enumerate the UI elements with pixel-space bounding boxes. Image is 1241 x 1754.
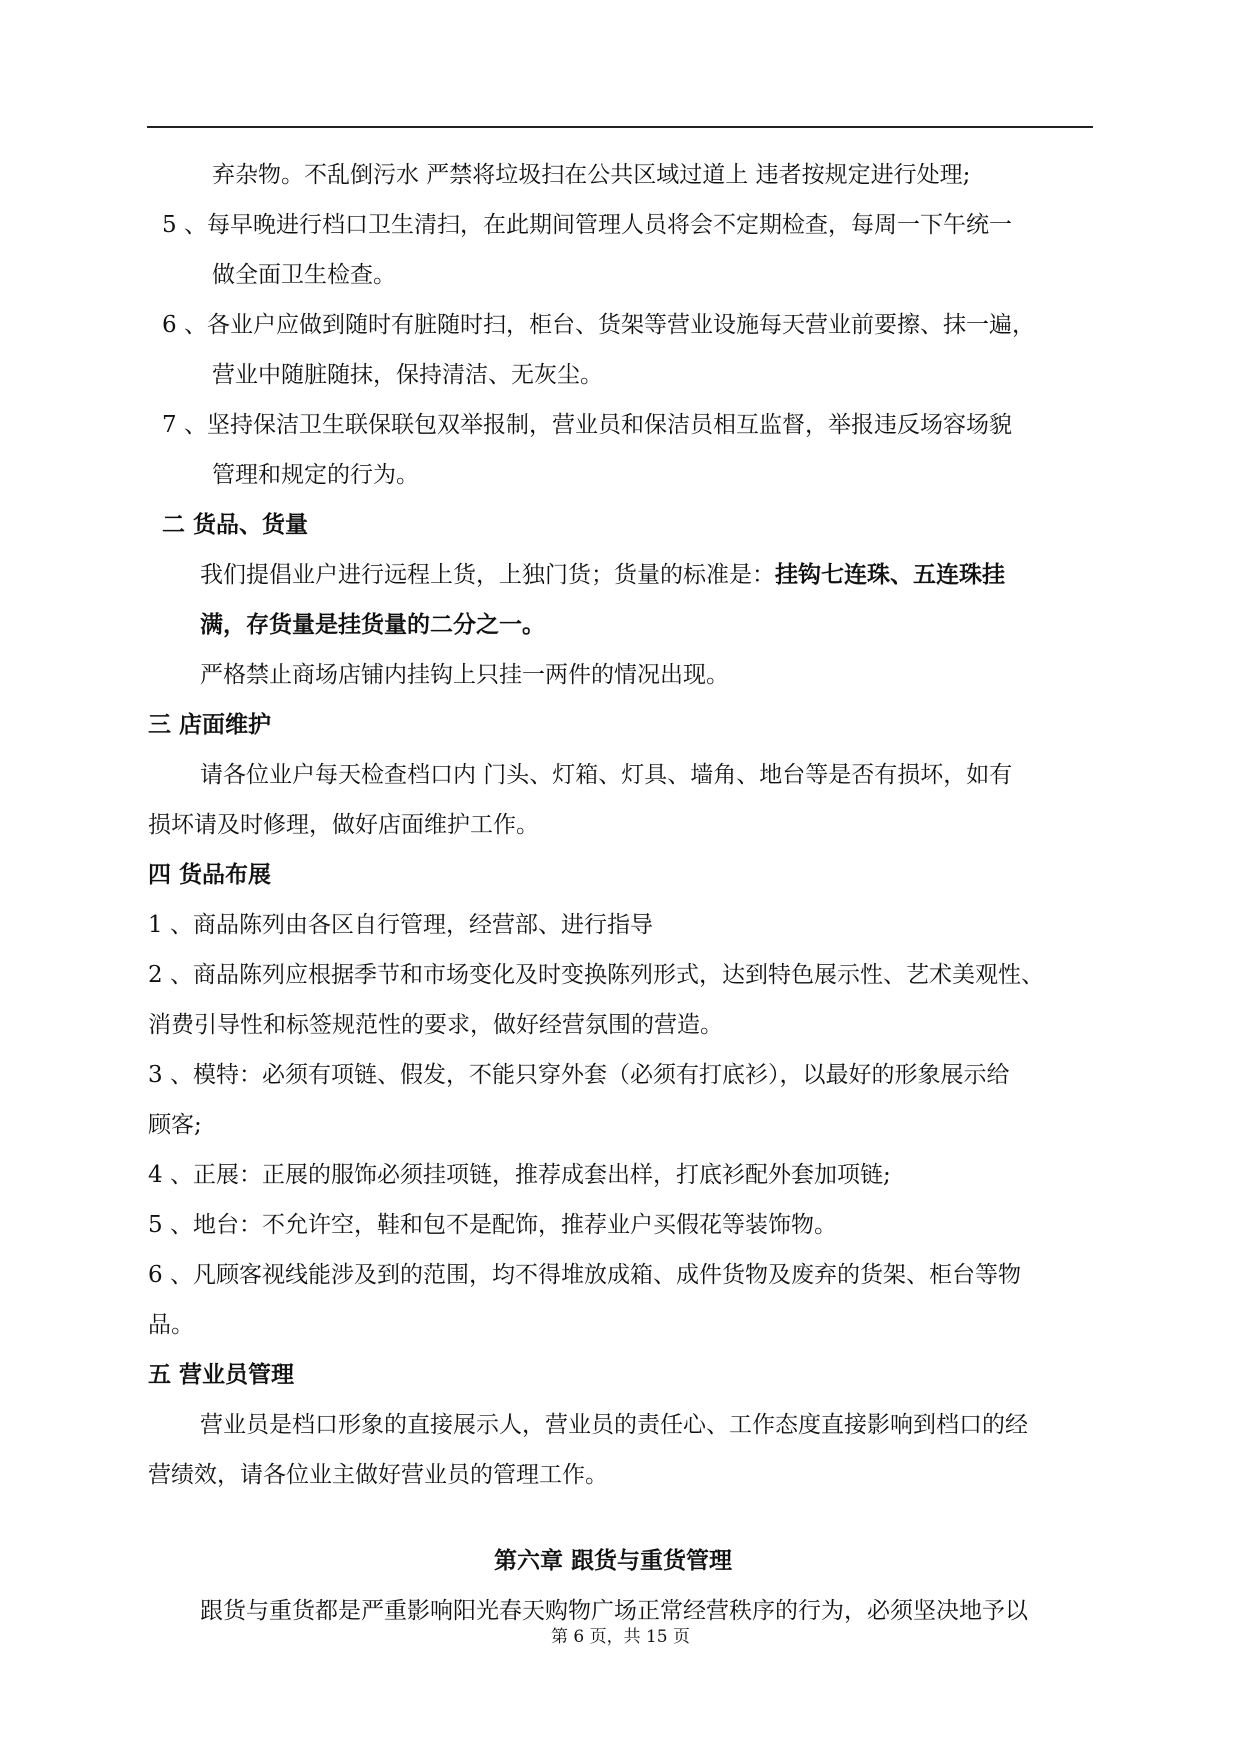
emphasis-text: 挂钩七连珠、五连珠挂 [775,561,1005,588]
paragraph: 营绩效，请各位业主做好营业员的管理工作。 [148,1462,608,1488]
chapter-title: 第六章 跟货与重货管理 [493,1548,732,1574]
list-item: 3 、模特：必须有项链、假发，不能只穿外套（必须有打底衫），以最好的形象展示给 [148,1062,1010,1088]
list-item: 6 、凡顾客视线能涉及到的范围，均不得堆放成箱、成件货物及废弃的货架、柜台等物 [148,1262,1021,1288]
list-item: 7 、坚持保洁卫生联保联包双举报制，营业员和保洁员相互监督，举报违反场容场貌 [162,412,1012,438]
paragraph: 严格禁止商场店铺内挂钩上只挂一两件的情况出现。 [200,662,729,688]
paragraph: 损坏请及时修理，做好店面维护工作。 [148,812,539,838]
list-item: 5 、地台：不允许空，鞋和包不是配饰，推荐业户买假花等装饰物。 [148,1212,837,1238]
paragraph: 跟货与重货都是严重影响阳光春天购物广场正常经营秩序的行为，必须坚决地予以 [200,1598,1028,1624]
list-item-continuation: 品。 [148,1312,194,1338]
section-heading-goods: 二 货品、货量 [162,512,309,538]
section-heading-store: 三 店面维护 [148,712,272,738]
list-item-continuation: 顾客; [148,1112,202,1138]
list-item-continuation: 做全面卫生检查。 [212,262,396,288]
list-item: 1 、商品陈列由各区自行管理，经营部、进行指导 [148,912,653,938]
section-heading-display: 四 货品布展 [148,862,272,888]
list-item: 2 、商品陈列应根据季节和市场变化及时变换陈列形式，达到特色展示性、艺术美观性、 [148,962,1044,988]
paragraph: 营业员是档口形象的直接展示人，营业员的责任心、工作态度直接影响到档口的经 [200,1412,1028,1438]
list-item: 4 、正展：正展的服饰必须挂项链，推荐成套出样，打底衫配外套加项链; [148,1162,891,1188]
document-body [148,150,1098,1636]
section-heading-staff: 五 营业员管理 [148,1362,295,1388]
paragraph: 弃杂物。不乱倒污水 严禁将垃圾扫在公共区域过道上 违者按规定进行处理; [212,162,971,188]
list-item-continuation: 消费引导性和标签规范性的要求，做好经营氛围的营造。 [148,1012,723,1038]
emphasis-paragraph: 满，存货量是挂货量的二分之一。 [200,611,545,638]
paragraph [148,550,1098,600]
list-item: 5 、每早晚进行档口卫生清扫，在此期间管理人员将会不定期检查，每周一下午统一 [162,212,1012,238]
list-item-continuation: 营业中随脏随抹，保持清洁、无灰尘。 [212,362,603,388]
paragraph-text: 我们提倡业户进行远程上货，上独门货；货量的标准是： [200,562,775,588]
page-footer: 第 6 页，共 15 页 [550,1627,691,1647]
header-rule [147,126,1093,128]
paragraph: 请各位业户每天检查档口内 门头、灯箱、灯具、墙角、地台等是否有损坏，如有 [200,762,1013,788]
list-item-continuation: 管理和规定的行为。 [212,462,419,488]
spacer [148,1500,1098,1536]
list-item: 6 、各业户应做到随时有脏随时扫，柜台、货架等营业设施每天营业前要擦、抹一遍， [162,312,1035,338]
